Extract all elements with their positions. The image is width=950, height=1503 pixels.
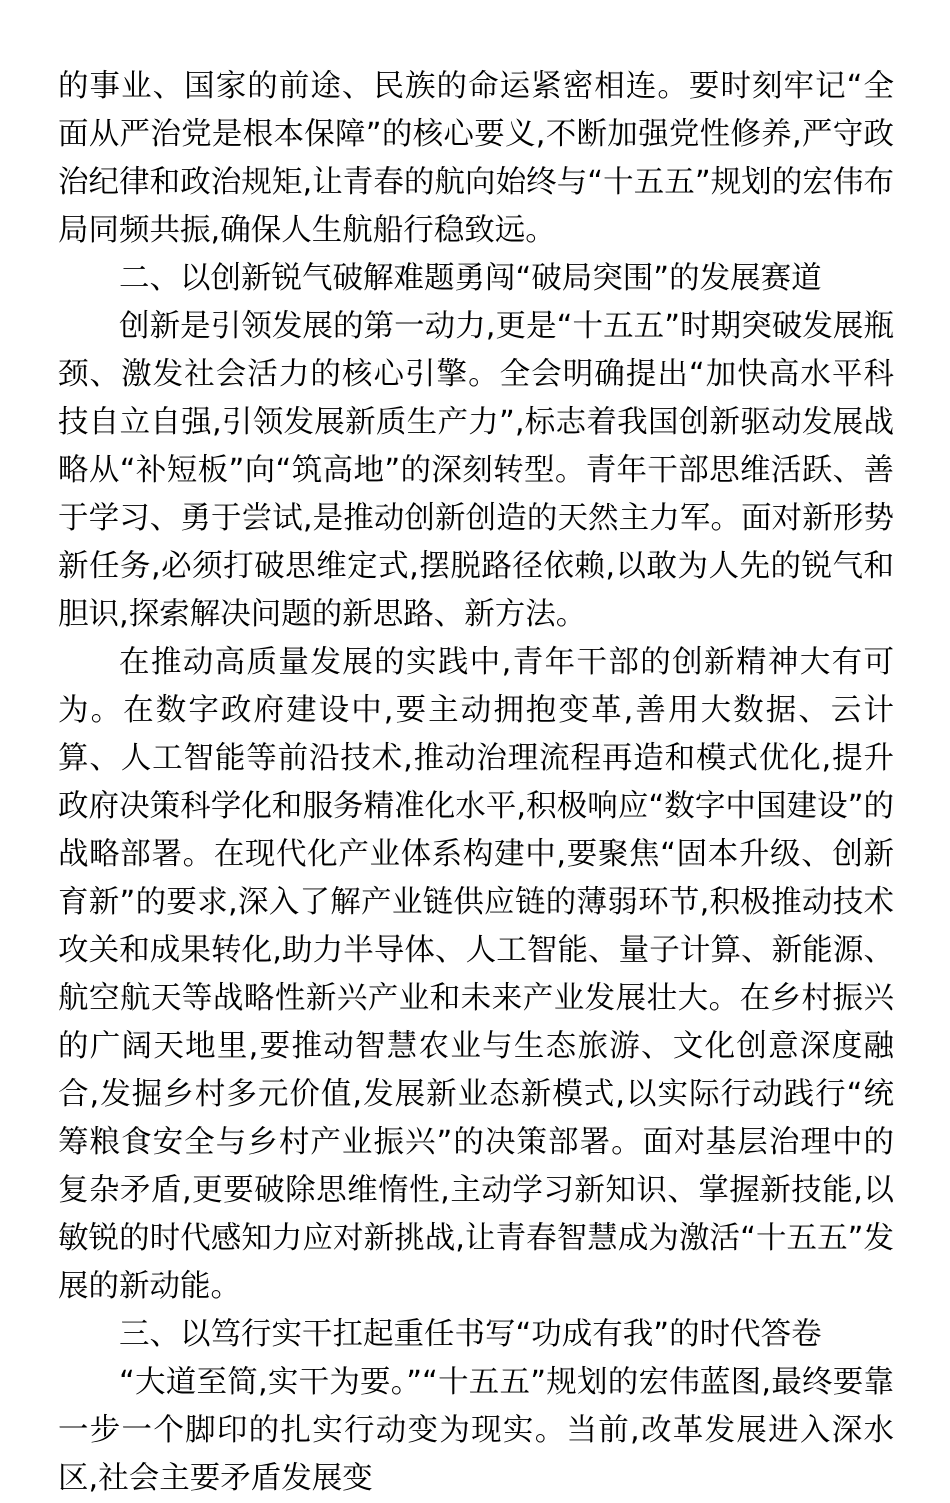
body-paragraph: 创新是引领发展的第一动力,更是“十五五”时期突破发展瓶颈、激发社会活力的核心引擎。全会明确提出“加快高水平科技自立自强,引领发展新质生产力”,标志着我国创新驱动发展战略从“补短板”向“筑高地”的深刻转型。青年干部思维活跃、善于学习、勇于尝试,是推动创新创造的天然主力军。面对新形势新任务,必须打破思维定式,摆脱路径依赖,以敢为人先的锐气和胆识,探索解决问题的新思路、新方法。 — [58, 309, 894, 632]
section-heading: 二、以创新锐气破解难题勇闯“破局突围”的发展赛道 — [119, 261, 822, 296]
section-heading: 三、以笃行实干扛起重任书写“功成有我”的时代答卷 — [119, 1317, 822, 1352]
body-paragraph: “大道至简,实干为要。”“十五五”规划的宏伟蓝图,最终要靠一步一个脚印的扎实行动变为现实。当前,改革发展进入深水区,社会主要矛盾发展变 — [58, 1365, 894, 1496]
body-paragraph: 在推动高质量发展的实践中,青年干部的创新精神大有可为。在数字政府建设中,要主动拥抱变革,善用大数据、云计算、人工智能等前沿技术,推动治理流程再造和模式优化,提升政府决策科学化和服务精准化水平,积极响应“数字中国建设”的战略部署。在现代化产业体系构建中,要聚焦“固本升级、创新育新”的要求,深入了解产业链供应链的薄弱环节,积极推动技术攻关和成果转化,助力半导体、人工智能、量子计算、新能源、航空航天等战略性新兴产业和未来产业发展壮大。在乡村振兴的广阔天地里,要推动智慧农业与生态旅游、文化创意深度融合,发掘乡村多元价值,发展新业态新模式,以实际行动践行“统筹粮食安全与乡村产业振兴”的决策部署。面对基层治理中的复杂矛盾,更要破除思维惰性,主动学习新知识、掌握新技能,以敏锐的时代感知力应对新挑战,让青春智慧成为激活“十五五”发展的新动能。 — [58, 645, 894, 1304]
body-paragraph: 的事业、国家的前途、民族的命运紧密相连。要时刻牢记“全面从严治党是根本保障”的核心要义,不断加强党性修养,严守政治纪律和政治规矩,让青春的航向始终与“十五五”规划的宏伟布局同频共振,确保人生航船行稳致远。 — [58, 69, 894, 248]
document-text-column — [58, 63, 894, 1503]
